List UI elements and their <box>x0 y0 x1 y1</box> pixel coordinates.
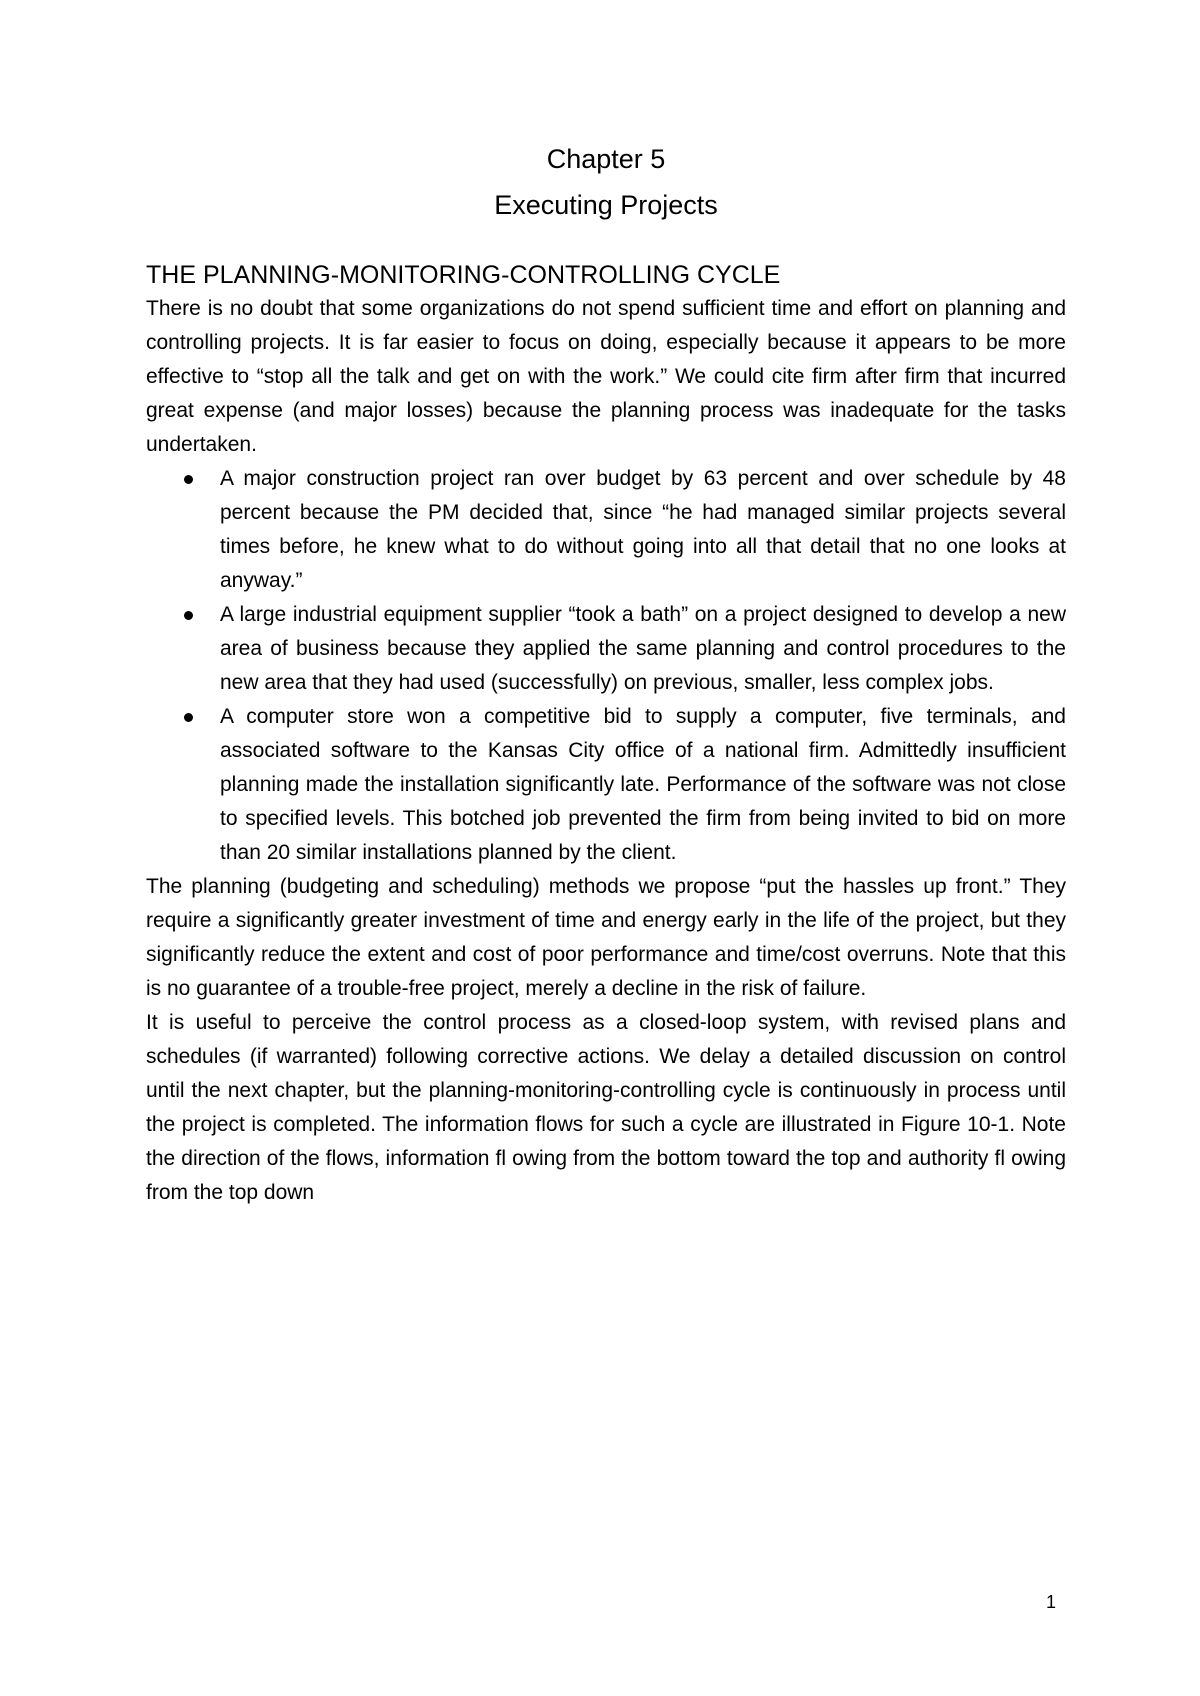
paragraph-control-process: It is useful to perceive the control process as a closed-loop system, with revised plans and schedules (if warranted) following corrective actions. We delay a detailed discussion on control until the next chapter, but the planning-monitoring-controlling cycle is continuously in process until the project is completed. The information flows for such a cycle are illustrated in Figure 10-1. Note the direction of the flows, information fl owing from the bottom toward the top and authority fl owing from the top down <box>146 1011 1066 1204</box>
bullet-item <box>220 462 1066 598</box>
bullet-item <box>220 700 1066 870</box>
section-heading: THE PLANNING-MONITORING-CONTROLLING CYCLE <box>146 261 781 289</box>
page-content <box>146 140 1066 1210</box>
bullet-text: A major construction project ran over budget by 63 percent and over schedule by 48 percent because the PM decided that, since “he had managed similar projects several times before, he knew what to do without going into all that detail that no one looks at anyway.” <box>220 467 1066 592</box>
intro-paragraph: There is no doubt that some organizations do not spend sufficient time and effort on planning and controlling projects. It is far easier to focus on doing, especially because it appears to be more effective to “stop all the talk and get on with the work.” We could cite firm after firm that incurred great expense (and major losses) because the planning process was inadequate for the tasks undertaken. <box>146 297 1066 456</box>
bullet-list <box>146 462 1066 870</box>
bullet-text: A computer store won a competitive bid to supply a computer, five terminals, and associated software to the Kansas City office of a national firm. Admittedly insufficient planning made the installation significantly late. Performance of the software was not close to specified levels. This botched job prevented the firm from being invited to bid on more than 20 similar installations planned by the client. <box>220 705 1066 864</box>
bullet-text: A large industrial equipment supplier “took a bath” on a project designed to develop a new area of business because they applied the same planning and control procedures to the new area that they had used (successfully) on previous, smaller, less complex jobs. <box>220 603 1066 694</box>
bullet-dot-icon <box>184 475 193 484</box>
chapter-title: Chapter 5 <box>546 144 666 174</box>
bullet-item <box>220 598 1066 700</box>
bullet-dot-icon <box>184 611 193 620</box>
chapter-subtitle: Executing Projects <box>494 190 718 220</box>
bullet-dot-icon <box>184 713 193 722</box>
paragraph-planning-methods: The planning (budgeting and scheduling) methods we propose “put the hassles up front.” They require a significantly greater investment of time and energy early in the life of the project, but they significantly reduce the extent and cost of poor performance and time/cost overruns. Note that this is no guarantee of a trouble-free project, merely a decline in the risk of failure. <box>146 875 1066 1000</box>
page-number: 1 <box>1046 1592 1057 1612</box>
